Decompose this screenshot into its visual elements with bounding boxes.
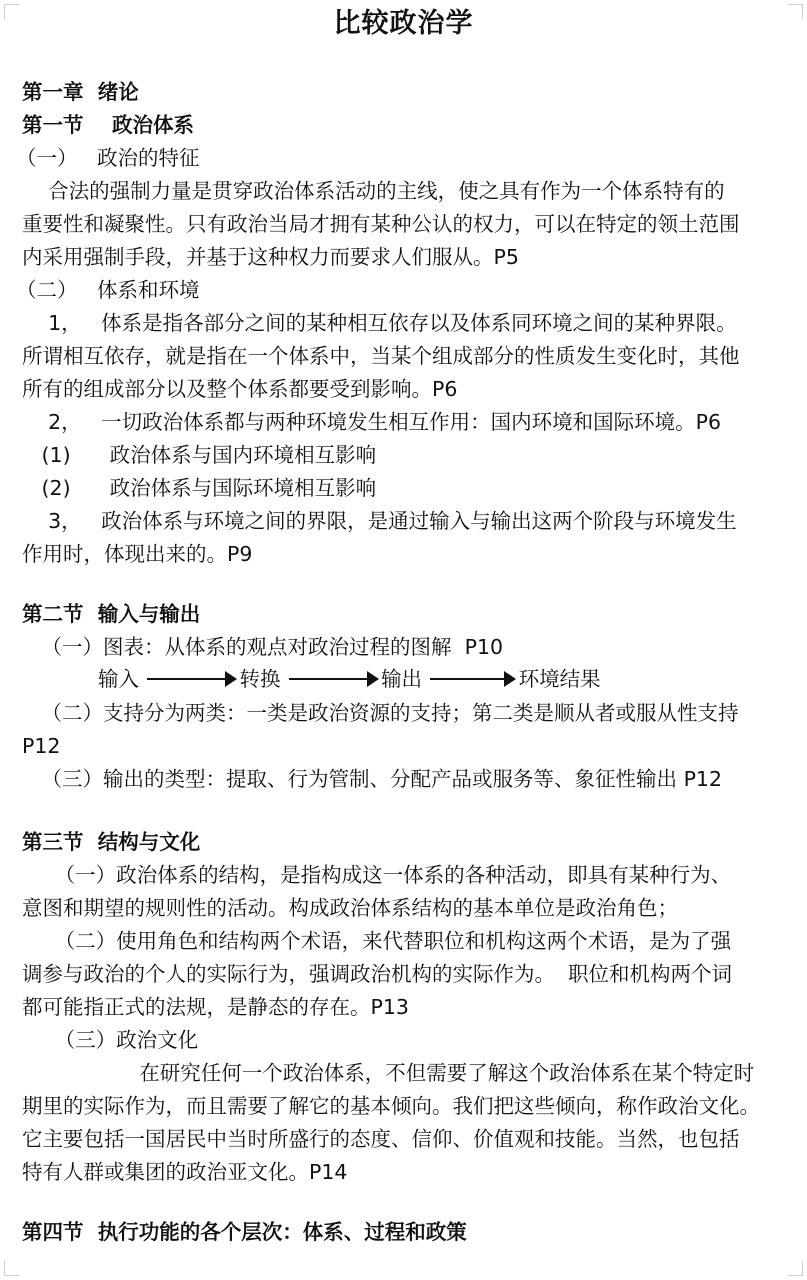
item-line: （三）输出的类型：提取、行为管制、分配产品或服务等、象征性输出 P12 (22, 767, 723, 791)
paragraph-line: 期里的实际作为，而且需要了解它的基本倾向。我们把这些倾向，称作政治文化。 (22, 1094, 760, 1118)
paragraph-line: 内采用强制手段，并基于这种权力而要求人们服从。P5 (22, 245, 519, 269)
section-heading: 第三节 结构与文化 (22, 830, 201, 854)
item-line: P12 (22, 734, 61, 758)
page-corner-mark (788, 1261, 803, 1276)
paragraph-line: 调参与政治的个人的实际行为，强调政治机构的实际作为。 职位和机构两个词 (22, 962, 733, 986)
paragraph-line: 在研究任何一个政治体系，不但需要了解这个政治体系在某个特定时 (22, 1061, 755, 1085)
paragraph-line: 特有人群或集团的政治亚文化。P14 (22, 1160, 348, 1184)
section-heading: 第二节 输入与输出 (22, 602, 201, 626)
document-title: 比较政治学 (333, 8, 474, 39)
paragraph-line: 1， 体系是指各部分之间的某种相互依存以及体系同环境之间的某种界限。 (22, 311, 737, 335)
process-flow-diagram (98, 660, 601, 696)
section-heading: 第四节 执行功能的各个层次：体系、过程和政策 (22, 1220, 467, 1244)
sub-item: (1) 政治体系与国内环境相互影响 (22, 443, 377, 467)
right-arrow-icon (147, 678, 227, 680)
page-corner-mark (4, 1261, 19, 1276)
paragraph-line: 2， 一切政治体系都与两种环境发生相互作用：国内环境和国际环境。P6 (22, 410, 722, 434)
item-label: （三）政治文化 (22, 1028, 199, 1052)
item-line: （二）支持分为两类：一类是政治资源的支持；第二类是顺从者或服从性支持 (22, 701, 739, 725)
paragraph-line: 合法的强制力量是贯穿政治体系活动的主线，使之具有作为一个体系特有的 (22, 179, 725, 203)
paragraph-line: 作用时，体现出来的。P9 (22, 542, 253, 566)
right-arrow-icon (289, 678, 369, 680)
paragraph-line: 意图和期望的规则性的活动。构成政治体系结构的基本单位是政治角色； (22, 896, 678, 920)
flow-node: 环境结果 (518, 667, 601, 691)
paragraph-line: 它主要包括一国居民中当时所盛行的态度、信仰、价值观和技能。当然，也包括 (22, 1127, 740, 1151)
paragraph-line: 都可能指正式的法规，是静态的存在。P13 (22, 995, 409, 1019)
item-line: （一）图表：从体系的观点对政治过程的图解 P10 (22, 635, 504, 659)
flow-node: 输入 (98, 667, 139, 691)
sub-item: (2) 政治体系与国际环境相互影响 (22, 476, 377, 500)
section-heading: 第一节 政治体系 (22, 113, 195, 137)
flow-node: 输出 (381, 667, 423, 691)
paragraph-line: 所有的组成部分以及整个体系都要受到影响。P6 (22, 377, 458, 401)
paragraph-line: 3， 政治体系与环境之间的界限，是通过输入与输出这两个阶段与环境发生 (22, 509, 737, 533)
right-arrow-icon (430, 678, 506, 680)
item-label: （二） 体系和环境 (16, 278, 200, 302)
paragraph-line: 重要性和凝聚性。只有政治当局才拥有某种公认的权力，可以在特定的领土范围 (22, 212, 740, 236)
paragraph-line: 所谓相互依存，就是指在一个体系中，当某个组成部分的性质发生变化时，其他 (22, 344, 740, 368)
item-label: （一） 政治的特征 (16, 146, 200, 170)
paragraph-line: （二）使用角色和结构两个术语，来代替职位和机构这两个术语，是为了强 (22, 929, 732, 953)
chapter-heading: 第一章 绪论 (22, 80, 139, 104)
flow-node: 转换 (239, 667, 281, 691)
paragraph-line: （一）政治体系的结构，是指构成这一体系的各种活动，即具有某种行为、 (22, 863, 732, 887)
